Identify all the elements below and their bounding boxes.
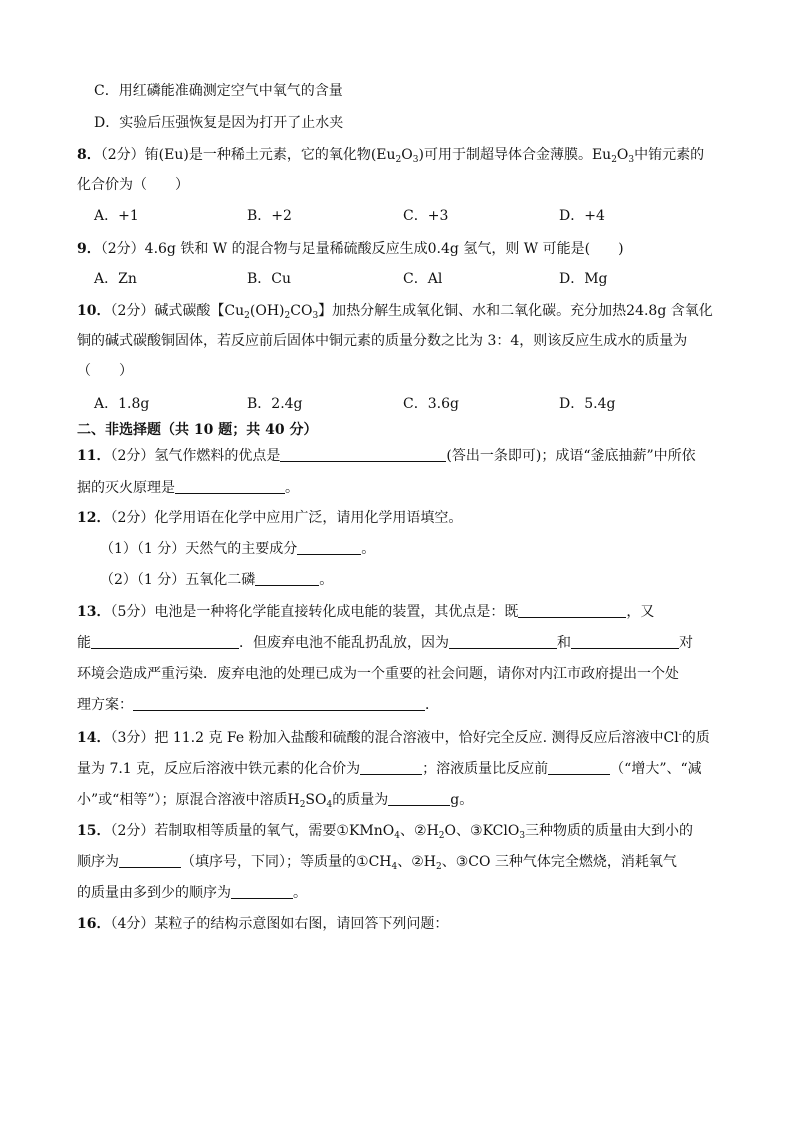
- q8-text: 铕(Eu)是一种稀土元素，它的氧化物(Eu: [144, 147, 396, 163]
- answer-blank[interactable]: [388, 790, 450, 806]
- q12-sub2: [100, 569, 724, 591]
- q15-stem: [77, 820, 724, 842]
- q12-sub1: [100, 538, 724, 560]
- q8-stem-line2: 化合价为（ ）: [77, 177, 189, 193]
- answer-blank[interactable]: [518, 602, 626, 618]
- q15-text: KClO: [482, 823, 520, 839]
- q14-text: 量为 7.1 克，反应后溶液中铁元素的化合价为: [77, 761, 361, 777]
- q10-stem: [77, 300, 724, 322]
- q13-text: 能: [77, 635, 91, 651]
- q9-option-d[interactable]: D．Mg: [559, 271, 608, 287]
- answer-blank[interactable]: [449, 633, 557, 649]
- q13-text: ，又: [626, 604, 655, 620]
- q10-text: 】加热分解生成氧化铜、水和二氧化碳。充分加热24.8g 含氧化: [318, 303, 713, 319]
- q10-options: [77, 393, 724, 415]
- circled-number: ③: [455, 854, 469, 870]
- q11-stem-line2: [77, 477, 724, 499]
- q15-text: H: [426, 823, 439, 839]
- q8-option-d[interactable]: D．+4: [559, 208, 605, 224]
- q14-text: 的质: [681, 730, 710, 746]
- q8-option-c[interactable]: C．+3: [403, 208, 449, 224]
- q15-number: 15．: [77, 823, 111, 839]
- q14-text: ；溶液质量比反应前: [422, 761, 549, 777]
- subscript: 3: [412, 155, 419, 165]
- q10-number: 10．: [77, 303, 111, 319]
- q11-stem: [77, 445, 724, 467]
- q7-option-c: C．用红磷能准确测定空气中氧气的含量: [94, 83, 343, 99]
- subscript: 4: [394, 831, 400, 841]
- q15-stem-line3: [77, 882, 724, 904]
- answer-blank[interactable]: [231, 883, 293, 899]
- q14-text: 把 11.2 克 Fe 粉加入盐酸和硫酸的混合溶液中，恰好完全反应. 测得反应后溶液中Cl: [154, 730, 679, 746]
- subscript: 2: [284, 311, 291, 321]
- section-heading: 二、非选择题（共 10 题；共 40 分）: [77, 422, 318, 438]
- q14-stem-line2: [77, 758, 724, 780]
- q13-stem-line4: [77, 694, 724, 716]
- q9-option-b[interactable]: B．Cu: [247, 271, 292, 287]
- answer-blank[interactable]: [571, 633, 679, 649]
- q13-text: ．: [425, 697, 439, 713]
- q16-number: 16．: [77, 916, 111, 932]
- q12-number: 12．: [77, 510, 111, 526]
- q8-options: [77, 205, 724, 227]
- q15-text: CH: [368, 854, 392, 870]
- q11-text: 氢气作燃料的优点是: [154, 448, 281, 464]
- q10-score: （2分）: [110, 303, 155, 319]
- q10-option-d[interactable]: D．5.4g: [559, 396, 616, 412]
- q13-score: （5分）: [110, 604, 155, 620]
- subscript: 4: [391, 862, 398, 872]
- q8-text: )可用于制超导体合金薄膜。Eu: [418, 147, 612, 163]
- q9-option-a[interactable]: A．Zn: [94, 271, 137, 287]
- q16-text: 某粒子的结构示意图如右图，请回答下列问题：: [154, 916, 449, 932]
- q9-stem: [77, 238, 724, 260]
- q14-number: 14．: [77, 730, 111, 746]
- q12-text: 化学用语在化学中应用广泛，请用化学用语填空。: [154, 510, 463, 526]
- answer-blank[interactable]: [133, 695, 425, 711]
- q15-text: CO 三种气体完全燃烧，消耗氧气: [468, 854, 677, 870]
- q12-text: 。: [319, 572, 334, 588]
- circled-number: ①: [356, 854, 369, 870]
- subscript: 2: [611, 155, 617, 165]
- subscript: 3: [519, 831, 526, 841]
- q14-text: SO: [305, 792, 327, 808]
- q12-stem: [77, 507, 724, 529]
- q12-text: （1）（1 分）天然气的主要成分: [100, 541, 298, 557]
- q14-text: 的质量为: [332, 792, 389, 808]
- q16-stem: [77, 913, 724, 935]
- q11-score: （2分）: [110, 448, 155, 464]
- subscript: 4: [326, 800, 333, 810]
- q10-stem-line3: （ ）: [77, 363, 133, 379]
- q13-text: ．但废弃电池不能乱扔乱放，因为: [239, 635, 449, 651]
- q15-text: （填序号，下同）；等质量的: [181, 854, 356, 870]
- q15-text: 的质量由多到少的顺序为: [77, 885, 231, 901]
- q10-text: CO: [290, 303, 313, 319]
- q7-option-d: D．实验后压强恢复是因为打开了止水夹: [94, 115, 344, 131]
- q15-text: 。: [293, 885, 307, 901]
- q15-text: 、: [400, 823, 414, 839]
- q9-text: 4.6g 铁和 W 的混合物与足量稀硫酸反应生成0.4g 氢气，则 W 可能是( ): [144, 241, 624, 257]
- q10-text: (OH): [249, 303, 285, 319]
- q10-option-c[interactable]: C．3.6g: [403, 396, 459, 412]
- q10-stem-line2: 铜的碱式碳酸铜固体，若反应前后固体中铜元素的质量分数之比为 3：4，则该反应生成水的质量为: [77, 333, 688, 349]
- q13-stem-line3: 环境会造成严重污染．废弃电池的处理已成为一个重要的社会问题，请你对内江市政府提出一个处: [77, 666, 679, 682]
- q14-stem: [77, 727, 724, 749]
- q9-score: （2分）: [100, 241, 145, 257]
- q11-text: 。: [285, 480, 299, 496]
- q15-score: （2分）: [110, 823, 155, 839]
- q12-text: （2）（1 分）五氧化二磷: [100, 572, 256, 588]
- q15-text: 、: [441, 854, 456, 870]
- circled-number: ②: [411, 854, 424, 870]
- q9-number: 9．: [77, 241, 101, 257]
- subscript: 2: [299, 800, 306, 810]
- q15-text: 三种物质的质量由大到小的: [525, 823, 694, 839]
- q8-score: （2分）: [100, 147, 145, 163]
- q13-number: 13．: [77, 604, 111, 620]
- subscript: 2: [438, 831, 445, 841]
- answer-blank[interactable]: [360, 759, 422, 775]
- answer-blank[interactable]: [119, 852, 181, 868]
- answer-blank[interactable]: [255, 570, 319, 586]
- q9-option-c[interactable]: C．Al: [403, 271, 443, 287]
- q11-text: (答出一条即可)；成语“釜底抽薪”中所依: [446, 448, 696, 464]
- subscript: 3: [628, 155, 635, 165]
- answer-blank[interactable]: [297, 539, 361, 555]
- q15-text: 顺序为: [77, 854, 119, 870]
- answer-blank[interactable]: [175, 478, 285, 494]
- q13-text: 电池是一种将化学能直接转化成电能的装置，其优点是：既: [154, 604, 519, 620]
- q10-option-a[interactable]: A．1.8g: [94, 396, 150, 412]
- q8-option-a[interactable]: A．+1: [94, 208, 139, 224]
- q14-text: （“增大”、“减: [610, 761, 702, 777]
- q8-stem: [77, 144, 724, 166]
- circled-number: ①: [336, 823, 349, 839]
- q15-stem-line2: [77, 851, 724, 873]
- q13-text: 对: [679, 635, 693, 651]
- subscript: 3: [312, 311, 319, 321]
- q16-score: （4分）: [110, 916, 155, 932]
- q15-text: 若制取相等质量的氧气，需要: [154, 823, 337, 839]
- superscript: -: [678, 730, 682, 740]
- subscript: 2: [395, 155, 402, 165]
- q9-options: [77, 268, 724, 290]
- q15-text: O、: [444, 823, 470, 839]
- subscript: 2: [244, 311, 250, 321]
- q13-stem-line2: [77, 632, 724, 654]
- q13-text: 和: [557, 635, 571, 651]
- q15-text: 、: [397, 854, 412, 870]
- q8-text: O: [401, 147, 413, 163]
- q14-score: （3分）: [110, 730, 155, 746]
- subscript: 2: [436, 862, 442, 872]
- q8-text: O: [616, 147, 629, 163]
- q14-stem-line3: [77, 789, 724, 811]
- q14-text: g。: [450, 792, 474, 808]
- q14-text: 小”或“相等”）；原混合溶液中溶质H: [77, 792, 300, 808]
- q10-text: 碱式碳酸【Cu: [154, 303, 245, 319]
- q15-text: KMnO: [348, 823, 395, 839]
- answer-blank[interactable]: [548, 759, 610, 775]
- q12-score: （2分）: [110, 510, 155, 526]
- q11-text: 据的灭火原理是: [77, 480, 175, 496]
- answer-blank[interactable]: [91, 633, 239, 649]
- answer-blank[interactable]: [280, 446, 446, 462]
- q8-text: 中铕元素的: [634, 147, 705, 163]
- q8-number: 8．: [77, 147, 101, 163]
- q15-text: H: [423, 854, 436, 870]
- q13-stem: [77, 601, 724, 623]
- q12-text: 。: [361, 541, 376, 557]
- q8-option-b[interactable]: B．+2: [247, 208, 292, 224]
- circled-number: ③: [470, 823, 483, 839]
- q13-text: 理方案：: [77, 697, 133, 713]
- q11-number: 11．: [77, 448, 111, 464]
- circled-number: ②: [414, 823, 427, 839]
- q10-option-b[interactable]: B．2.4g: [247, 396, 303, 412]
